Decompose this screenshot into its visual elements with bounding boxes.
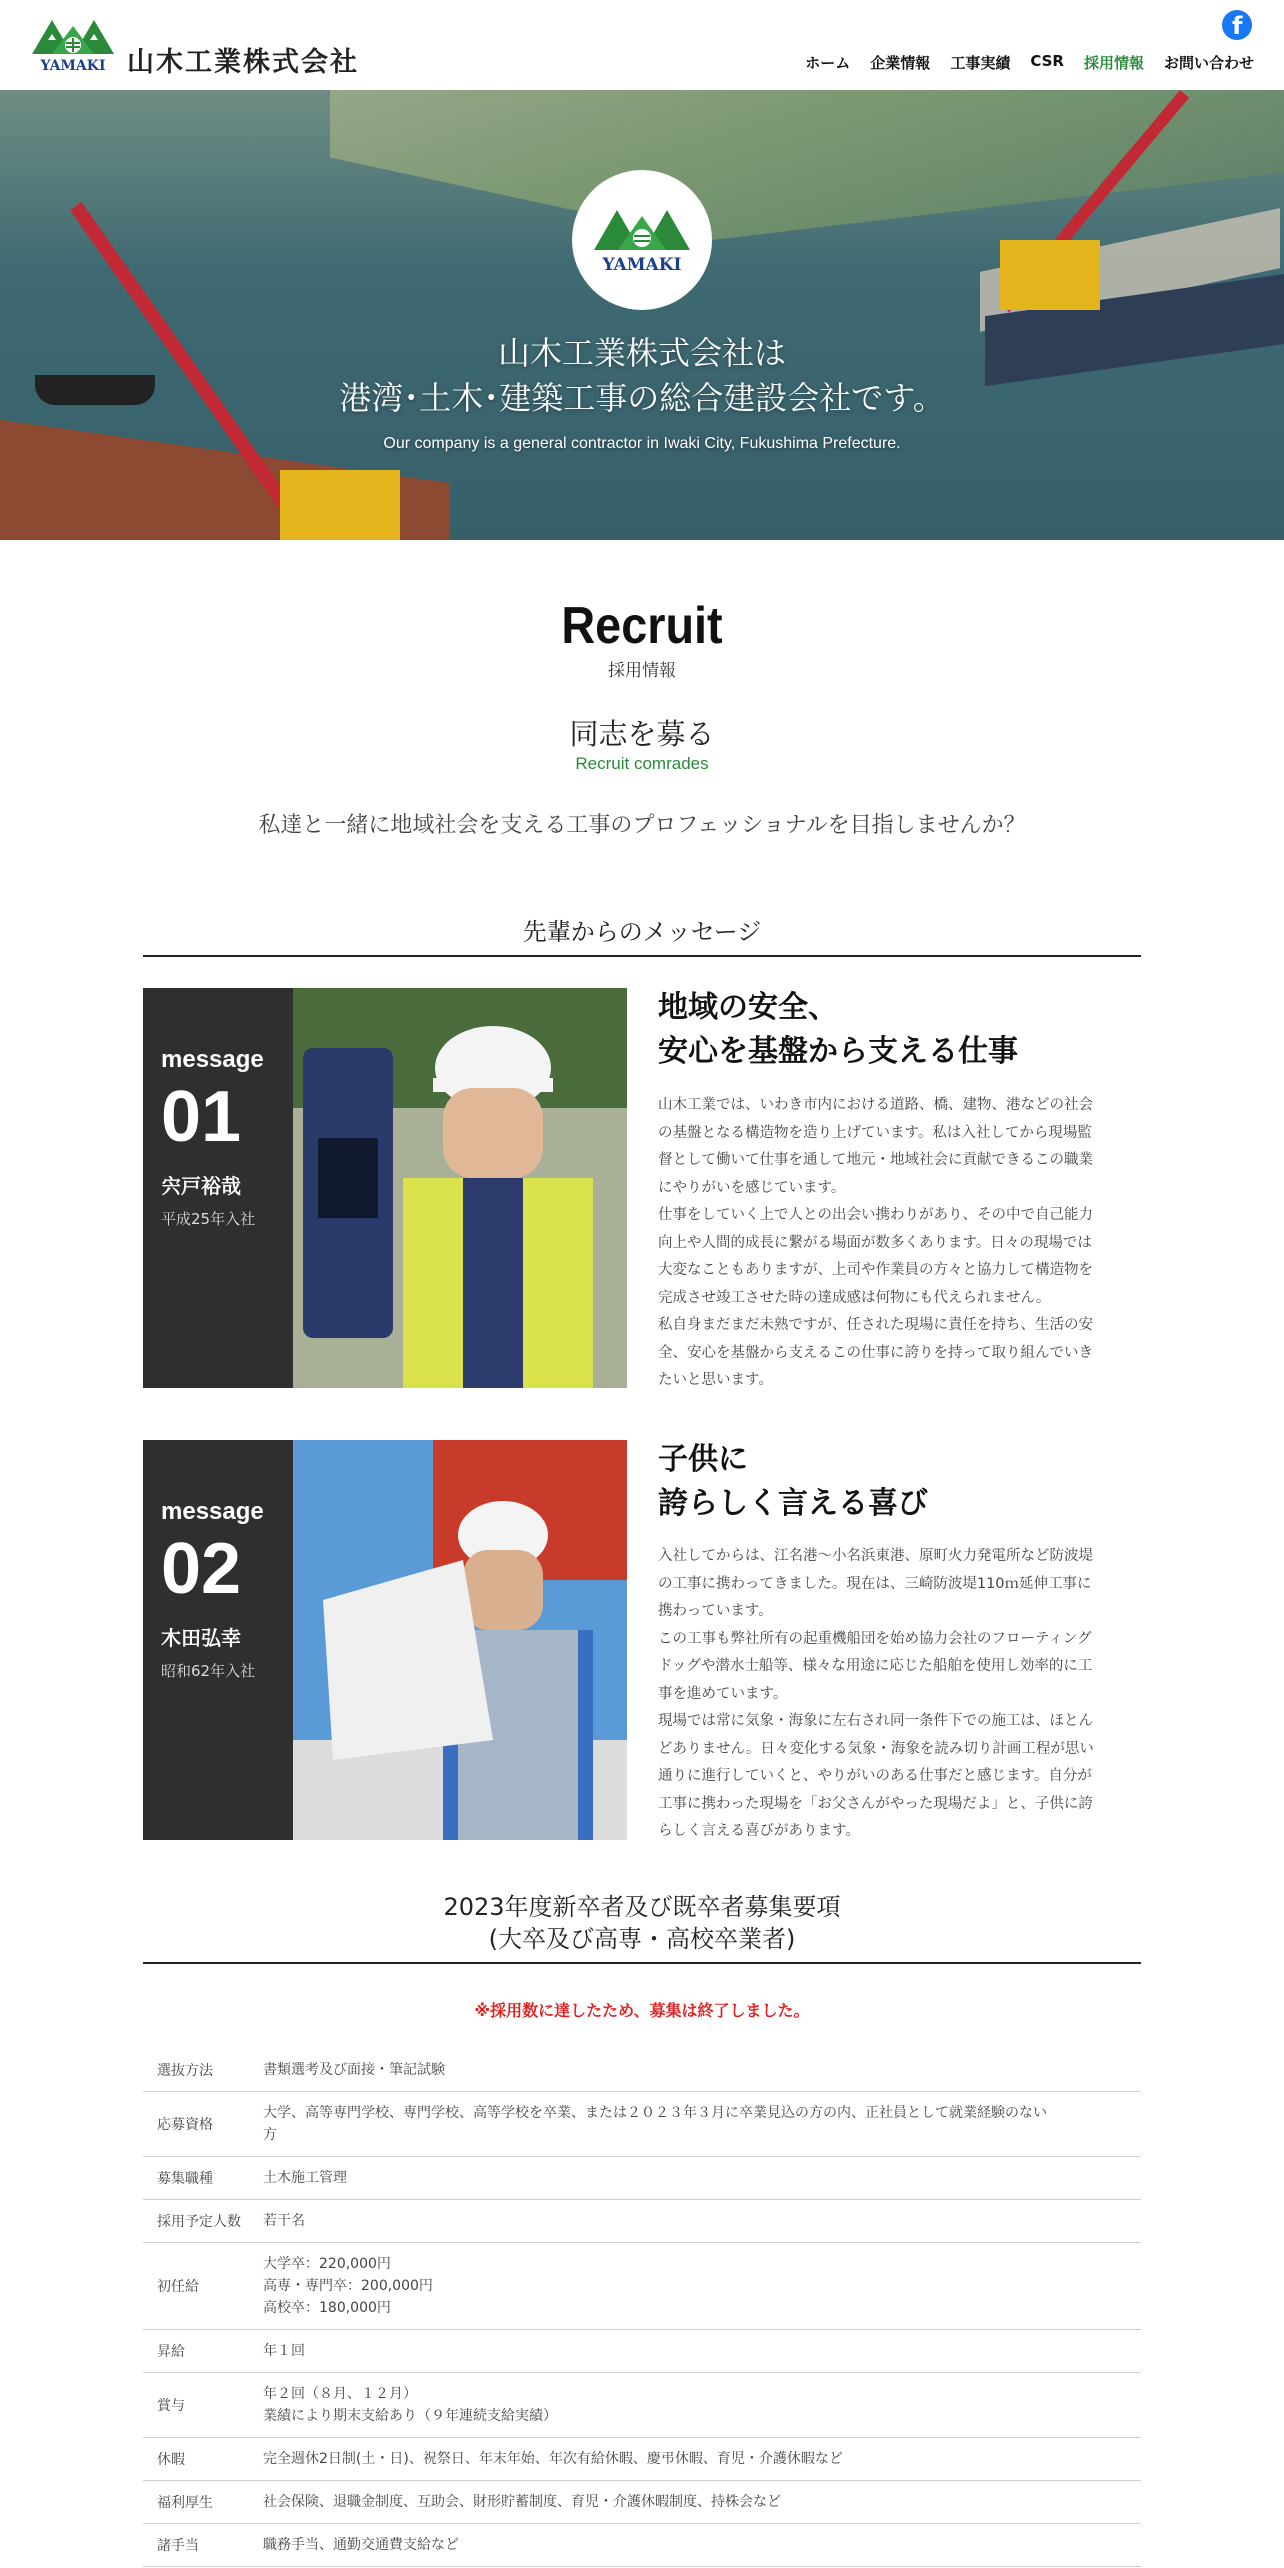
table-value-line: 書類選考及び面接・筆記試験 xyxy=(263,2062,445,2078)
table-value xyxy=(263,2094,1141,2154)
table-row xyxy=(143,2373,1141,2438)
yamaki-logo-icon[interactable] xyxy=(30,14,116,74)
message-card-01 xyxy=(143,988,293,1388)
message-body-line: 通りに進行していくと、やりがいのある仕事だと感じます。自分が xyxy=(658,1768,1092,1784)
page-title: Recruit xyxy=(561,597,723,655)
table-value xyxy=(263,2332,1141,2370)
hero-copy-en: Our company is a general contractor in Iwaki City, Fukushima Prefecture. xyxy=(383,435,901,452)
table-value-line: 年２回（８月、１２月） xyxy=(263,2386,417,2402)
table-row xyxy=(143,2330,1141,2373)
table-row xyxy=(143,2243,1141,2330)
lead-text: 私達と一緒に地域社会を支える工事のプロフェッショナルを目指しませんか？ xyxy=(258,813,1026,838)
message-body-line: 完成させ竣工させた時の達成感は何物にも代えられません。 xyxy=(658,1289,1051,1306)
employee-photo-01 xyxy=(293,988,627,1388)
table-value-line: 若干名 xyxy=(263,2213,305,2229)
message-body-line: 事を進めています。 xyxy=(658,1685,788,1702)
hero-copy-line1: 山木工業株式会社は xyxy=(497,334,786,372)
table-row xyxy=(143,2481,1141,2524)
table-value-line: 方 xyxy=(263,2127,277,2143)
table-value-line: 社会保険、退職金制度、互助会、財形貯蓄制度、育児・介護休暇制度、持株会など xyxy=(263,2494,781,2510)
requirements-divider xyxy=(143,1962,1141,1964)
table-value xyxy=(263,2483,1141,2521)
table-value xyxy=(263,2440,1141,2478)
table-row xyxy=(143,2200,1141,2243)
table-value-line: 年１回 xyxy=(263,2343,305,2359)
table-value xyxy=(263,2159,1141,2197)
table-key: 休暇 xyxy=(157,2452,185,2468)
message-body-line: この工事も弊社所有の起重機船団を始め協力会社のフローティング xyxy=(658,1630,1092,1647)
table-key: 採用予定人数 xyxy=(157,2214,241,2230)
employee-photo-02 xyxy=(293,1440,627,1840)
table-row xyxy=(143,2157,1141,2200)
message-title-line: 誇らしく言える喜び xyxy=(658,1486,928,1521)
table-key: 初任給 xyxy=(157,2279,199,2295)
hero-shore-image xyxy=(330,90,1284,240)
table-value-line: 業績により期末支給あり（９年連続支給実績） xyxy=(263,2408,557,2424)
message-title-line: 子供に xyxy=(658,1442,748,1477)
message-card-02 xyxy=(143,1440,293,1840)
message-body-line: 向上や人間的成長に繋がる場面が数多くあります。日々の現場では xyxy=(658,1234,1092,1251)
message-body-line: ドッグや潜水士船等、様々な用途に応じた船舶を使用し効率的に工 xyxy=(658,1658,1093,1674)
recruitment-closed-notice: ※採用数に達したため、募集は終了しました。 xyxy=(474,2001,810,2020)
message-body-01 xyxy=(658,1092,1138,1395)
employee-joined: 昭和62年入社 xyxy=(161,1662,256,1680)
message-label: message xyxy=(161,1046,264,1073)
message-body-line: 携わっています。 xyxy=(658,1603,773,1619)
global-nav xyxy=(805,52,1254,73)
nav-company[interactable]: 企業情報 xyxy=(870,54,931,72)
table-value xyxy=(263,2245,1141,2327)
message-title-line: 安心を基盤から支える仕事 xyxy=(658,1034,1018,1069)
table-value xyxy=(263,2526,1141,2564)
nav-recruit[interactable]: 採用情報 xyxy=(1083,54,1144,72)
message-title-02 xyxy=(658,1438,1138,1526)
message-body-line: 山木工業では、いわき市内における道路、橋、建物、港などの社会 xyxy=(658,1097,1093,1113)
message-number: 01 xyxy=(161,1077,242,1157)
message-body-line: どありません。日々変化する気象・海象を読み切り計画工程が思い xyxy=(658,1740,1094,1757)
messages-divider xyxy=(143,955,1141,957)
table-value-line: 完全週休2日制(土・日)、祝祭日、年末年始、年次有給休暇、慶弔休暇、育児・介護休暇など xyxy=(263,2451,843,2467)
yamaki-emblem-icon xyxy=(572,170,712,310)
nav-home[interactable]: ホーム xyxy=(805,54,851,72)
table-value-line: 職務手当、通勤交通費支給など xyxy=(263,2537,459,2553)
message-body-line: の工事に携わってきました。現在は、三崎防波堤110ｍ延伸工事に xyxy=(658,1575,1092,1592)
table-value xyxy=(263,2202,1141,2240)
site-header xyxy=(0,0,1284,90)
message-body-02 xyxy=(658,1543,1138,1846)
table-row xyxy=(143,2049,1141,2092)
table-value xyxy=(263,2375,1141,2435)
nav-contact[interactable]: お問い合わせ xyxy=(1163,54,1254,72)
requirements-heading-line1: 2023年度新卒者及び既卒者募集要項 xyxy=(443,1893,841,1921)
message-body-line: にやりがいを感じています。 xyxy=(658,1179,846,1196)
table-value xyxy=(263,2051,1141,2089)
company-name[interactable]: 山木工業株式会社 xyxy=(127,47,359,78)
page-subtitle: 採用情報 xyxy=(608,661,676,681)
message-body-line: 現場では常に気象・海象に左右され同一条件下での施工は、ほとん xyxy=(658,1713,1093,1729)
requirements-table xyxy=(143,2049,1141,2567)
table-row xyxy=(143,2438,1141,2481)
employee-name: 宍戸裕哉 xyxy=(161,1174,241,1198)
message-body-line: 大変なこともありますが、上司や作業員の方々と協力して構造物を xyxy=(658,1262,1093,1278)
message-body-line: 仕事をしていく上で人との出会い携わりがあり、その中で自己能力 xyxy=(658,1207,1093,1223)
message-body-line: 入社してからは、江名港〜小名浜東港、原町火力発電所など防波堤 xyxy=(658,1548,1093,1564)
table-value-line: 大学卒：220,000円 xyxy=(263,2256,391,2272)
table-key: 募集職種 xyxy=(157,2171,213,2187)
comrades-subheading: Recruit comrades xyxy=(575,754,709,773)
table-row xyxy=(143,2092,1141,2157)
message-body-line: 督として働いて仕事を通して地元・地域社会に貢献できるこの職業 xyxy=(658,1152,1093,1168)
hero-crane-left-body xyxy=(280,470,400,540)
hero-copy-line2: 港湾･土木･建築工事の総合建設会社です。 xyxy=(339,379,945,417)
message-body-line: の基盤となる構造物を造り上げています。私は入社してから現場監 xyxy=(658,1124,1092,1141)
table-key: 昇給 xyxy=(157,2344,185,2360)
table-value-line: 高校卒：180,000円 xyxy=(263,2300,391,2316)
employee-joined: 平成25年入社 xyxy=(161,1210,256,1228)
message-body-line: 私自身まだまだ未熟ですが、任された現場に責任を持ち、生活の安 xyxy=(658,1317,1093,1333)
message-title-line: 地域の安全、 xyxy=(658,990,838,1025)
message-number: 02 xyxy=(161,1529,242,1609)
messages-heading: 先輩からのメッセージ xyxy=(522,918,762,946)
message-body-line: 全、安心を基盤から支えるこの仕事に誇りを持って取り組んでいき xyxy=(658,1344,1093,1361)
table-key: 福利厚生 xyxy=(157,2495,213,2511)
hero-emblem xyxy=(572,170,712,310)
requirements-heading-line2: (大卒及び高専・高校卒業者) xyxy=(488,1925,796,1953)
table-value-line: 土木施工管理 xyxy=(263,2170,347,2186)
table-row xyxy=(143,2524,1141,2567)
table-value-line: 高専・専門卒：200,000円 xyxy=(263,2278,433,2294)
hero-banner xyxy=(0,90,1284,540)
message-title-01 xyxy=(658,986,1138,1074)
nav-works[interactable]: 工事実績 xyxy=(950,54,1011,72)
svg-text:YAMAKI: YAMAKI xyxy=(40,58,106,74)
message-body-line: 工事に携わった現場を「お父さんがやった現場だよ」と、子供に誇 xyxy=(658,1795,1093,1812)
table-value-line: 大学、高等専門学校、専門学校、高等学校を卒業、または２０２３年３月に卒業見込の方の内、正社員として就業経験のない xyxy=(263,2105,1047,2121)
table-key: 賞与 xyxy=(157,2398,185,2414)
table-key: 諸手当 xyxy=(157,2538,199,2554)
message-label: message xyxy=(161,1498,264,1525)
table-key: 応募資格 xyxy=(157,2117,213,2133)
message-body-line: たいと思います。 xyxy=(658,1372,773,1388)
message-body-line: らしく言える喜びがあります。 xyxy=(658,1823,860,1839)
facebook-icon[interactable]: f xyxy=(1222,10,1252,40)
comrades-heading: 同志を募る xyxy=(569,717,715,751)
nav-csr[interactable]: CSR xyxy=(1030,52,1064,70)
requirements-heading xyxy=(143,1891,1141,1955)
employee-name: 木田弘幸 xyxy=(161,1626,241,1650)
hero-crane-right-body xyxy=(1000,240,1100,310)
svg-text:YAMAKI: YAMAKI xyxy=(602,255,682,275)
table-key: 選抜方法 xyxy=(157,2063,213,2079)
